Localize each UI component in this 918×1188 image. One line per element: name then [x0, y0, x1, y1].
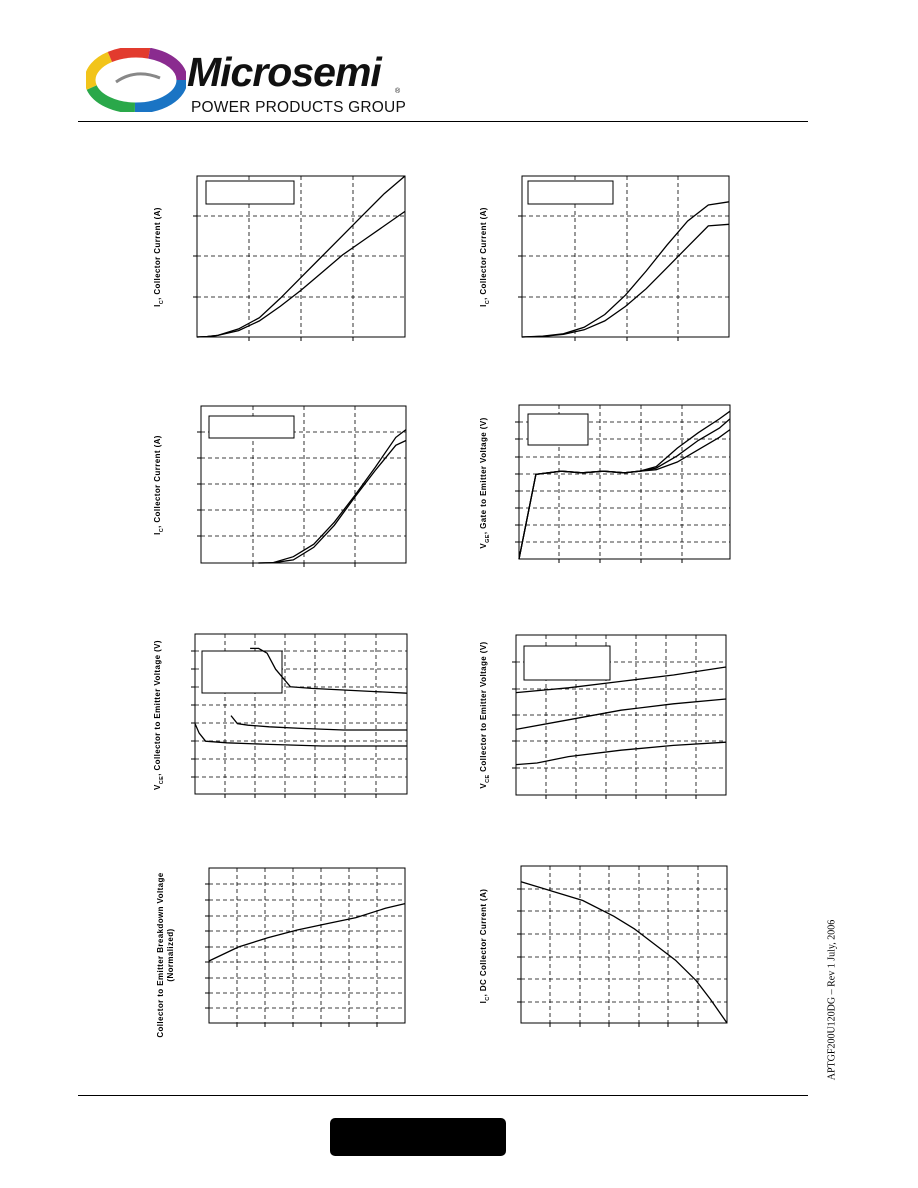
footer-divider	[78, 1095, 808, 1096]
chart-3-ylabel: $I_C$, Collector Current (A)	[153, 435, 165, 535]
plot-frame	[209, 868, 405, 1023]
brand-registered-mark: ®	[395, 88, 401, 95]
chart-5-ylabel: $V_{CE}$, Collector to Emitter Voltage (V)	[153, 640, 165, 790]
chart-1-ylabel: $I_C$, Collector Current (A)	[153, 207, 165, 307]
series-line-1	[522, 202, 729, 337]
legend-box	[524, 646, 610, 680]
series-line-2	[522, 224, 729, 337]
plot-frame	[521, 866, 727, 1023]
chart-4-ylabel: $V_{GE}$, Gate to Emitter Voltage (V)	[479, 417, 491, 549]
brand-tagline: POWER PRODUCTS GROUP	[191, 99, 406, 116]
chart-1	[193, 172, 409, 341]
series-line-1	[258, 430, 406, 563]
series-line-2	[516, 699, 726, 729]
chart-4	[515, 401, 734, 563]
chart-6-ylabel: $V_{CE}$ Collector to Emitter Voltage (V)	[479, 641, 491, 789]
brand-name: Microsemi	[187, 49, 381, 95]
chart-8-ylabel: $I_C$, DC Collector Current (A)	[479, 888, 491, 1004]
series-line-1	[209, 904, 405, 961]
chart-5	[191, 630, 411, 798]
legend-box	[206, 181, 294, 204]
chart-2-ylabel: $I_C$, Collector Current (A)	[479, 207, 491, 307]
footer-black-box	[330, 1118, 506, 1156]
legend-box	[528, 181, 613, 204]
chart-7	[205, 864, 409, 1027]
chart-6	[512, 631, 730, 799]
chart-3	[197, 402, 410, 567]
series-line-2	[258, 441, 406, 564]
series-line-3	[519, 430, 730, 559]
legend-box	[209, 416, 294, 438]
chart-7-ylabel: Collector to Emitter Breakdown Voltage (Normalized)	[156, 872, 175, 1038]
legend-box	[528, 414, 588, 445]
series-line-3	[516, 742, 726, 764]
series-line-3	[195, 724, 407, 746]
microsemi-logo-icon	[86, 48, 186, 112]
chart-8	[517, 862, 731, 1027]
header-divider	[78, 121, 808, 122]
chart-2	[518, 172, 733, 341]
document-revision-text: APTGF200U120DG – Rev 1 July, 2006	[826, 919, 838, 1081]
